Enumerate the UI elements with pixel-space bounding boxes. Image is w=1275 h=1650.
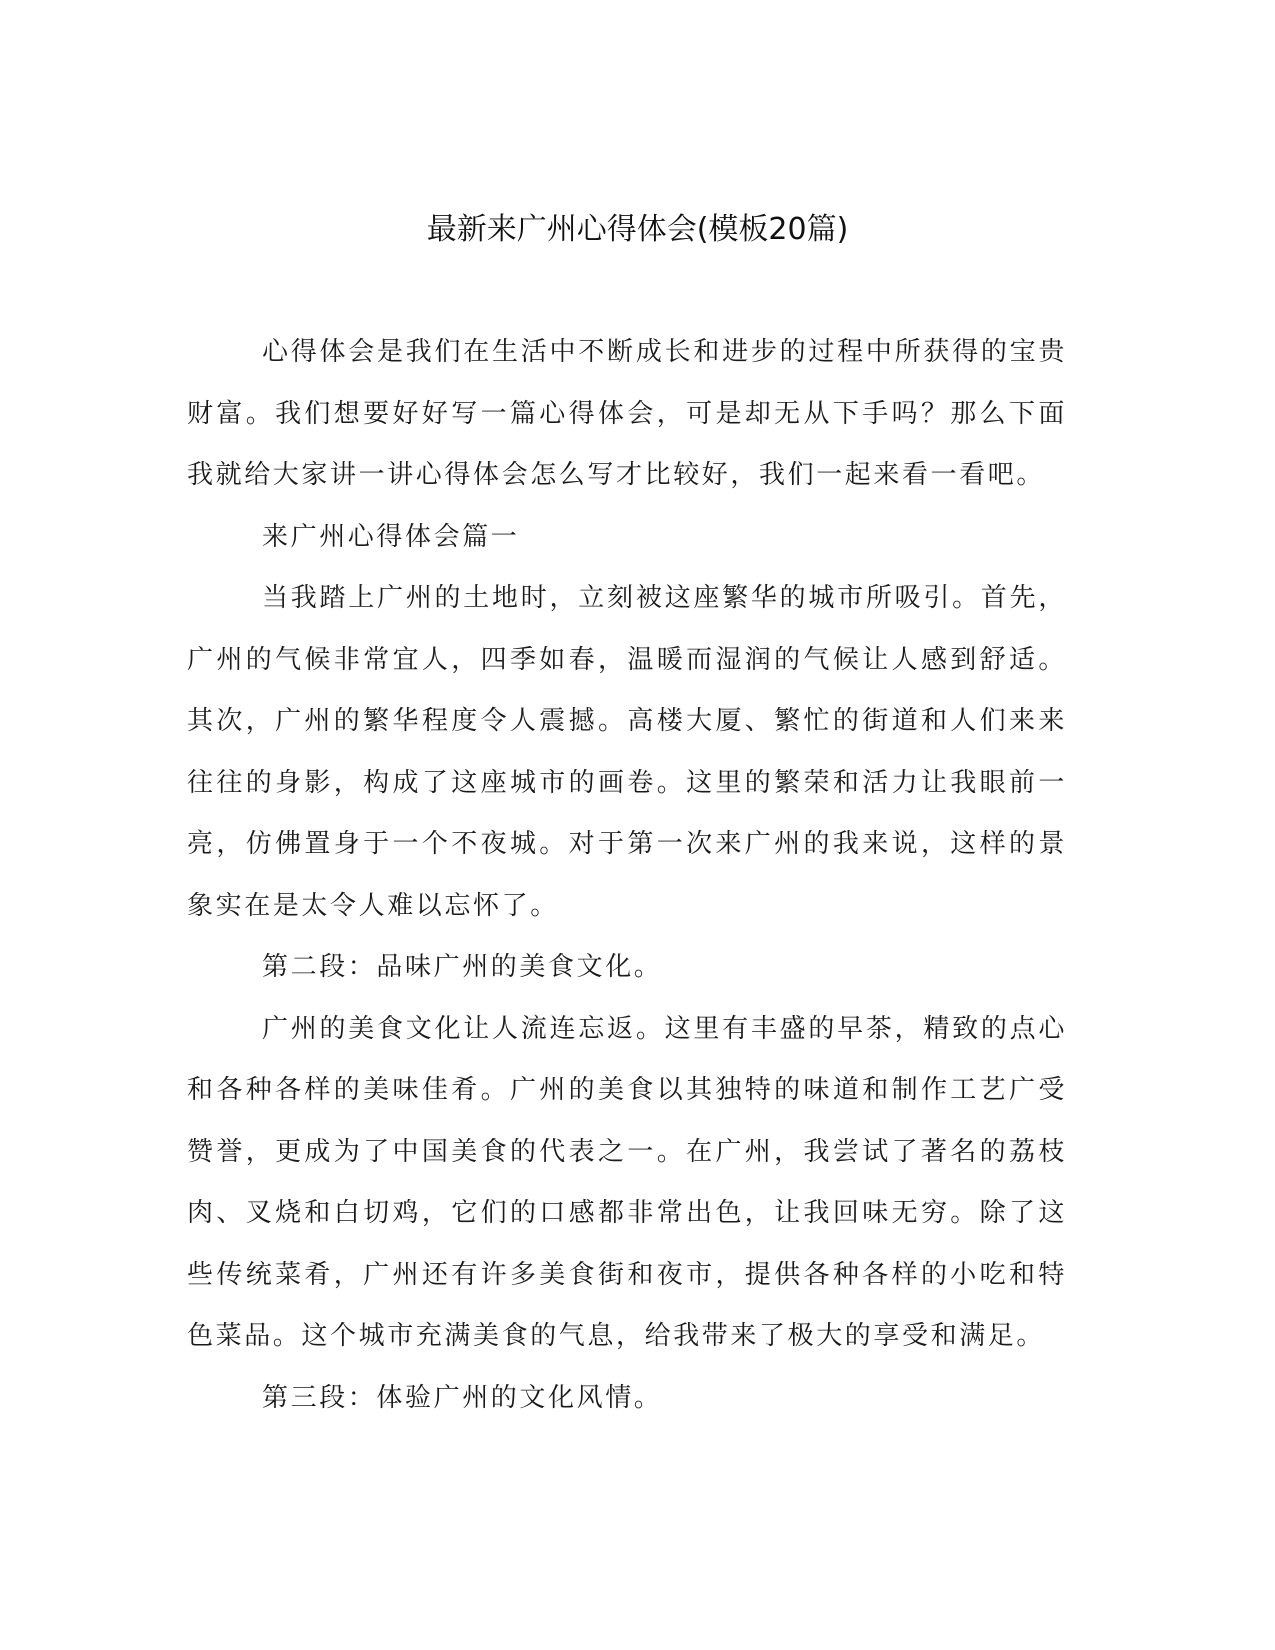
section-heading-part-one: 来广州心得体会篇一 xyxy=(262,521,520,552)
intro-paragraph: 心得体会是我们在生活中不断成长和进步的过程中所获得的宝贵财富。我们想要好好写一篇心得体会，可是却无从下手吗？那么下面我就给大家讲一讲心得体会怎么写才比较好，我们一起来看一看吧。 xyxy=(187,337,1067,490)
body-paragraph: 当我踏上广州的土地时，立刻被这座繁华的城市所吸引。首先，广州的气候非常宜人，四季如春，温暖而湿润的气候让人感到舒适。其次，广州的繁华程度令人震撼。高楼大厦、繁忙的街道和人们来来往往的身影，构成了这座城市的画卷。这里的繁荣和活力让我眼前一亮，仿佛置身于一个不夜城。对于第一次来广州的我来说，这样的景象实在是太令人难以忘怀了。 xyxy=(187,583,1067,921)
section-heading-second: 第二段：品味广州的美食文化。 xyxy=(262,952,663,982)
body-paragraph: 广州的美食文化让人流连忘返。这里有丰盛的早茶，精致的点心和各种各样的美味佳肴。广州的美食以其独特的味道和制作工艺广受赞誉，更成为了中国美食的代表之一。在广州，我尝试了著名的荔枝肉、叉烧和白切鸡，它们的口感都非常出色，让我回味无穷。除了这些传统菜肴，广州还有许多美食街和夜市，提供各种各样的小吃和特色菜品。这个城市充满美食的气息，给我带来了极大的享受和满足。 xyxy=(187,1013,1067,1351)
section-heading-third: 第三段：体验广州的文化风情。 xyxy=(262,1382,663,1413)
document-title: 最新来广州心得体会(模板20篇) xyxy=(426,212,849,247)
document-body xyxy=(187,322,1067,1429)
